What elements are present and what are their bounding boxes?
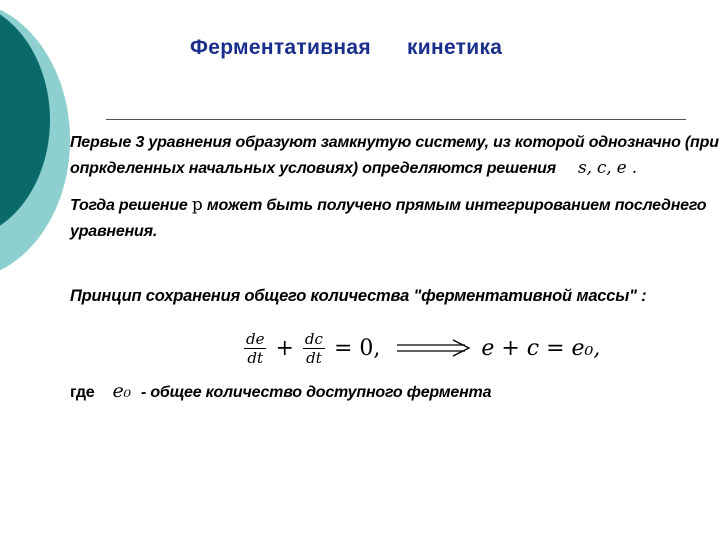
fraction-1-numerator: de: [246, 329, 265, 348]
title-word-1: Ферментативная: [190, 36, 371, 59]
paragraph-2-line-1: [70, 194, 706, 217]
title-word-2: кинетика: [406, 36, 503, 59]
paragraph-1-line-1: Первые 3 уравнения образуют замкнутую систему, из которой однозначно (при: [70, 134, 719, 151]
conservation-principle: Принцип сохранения общего количества "ферментативной массы" :: [70, 287, 647, 305]
title-divider: [106, 119, 686, 120]
fraction-de-dt: [244, 330, 266, 367]
paragraph-2-suffix: может быть получено прямым интегрированием последнего: [206, 197, 707, 214]
equals-zero: = 0,: [333, 335, 381, 361]
note-line: [70, 380, 491, 404]
slide-title: [190, 36, 502, 60]
paragraph-1-line-2: [70, 157, 637, 180]
paragraph-2-line-2: уравнения.: [70, 223, 158, 240]
plus-sign: +: [275, 335, 294, 361]
note-text: - общее количество доступного фермента: [140, 384, 492, 401]
formula-result: e + c = e₀,: [481, 335, 601, 361]
fraction-dc-dt: [303, 330, 325, 367]
fraction-2-denominator: dt: [306, 348, 322, 367]
paragraph-2-prefix: Тогда решение: [70, 197, 188, 214]
implication-arrow-icon: [395, 338, 471, 358]
paragraph-1-text: опркделенных начальных условиях) определяются решения: [70, 160, 556, 177]
e0-symbol: e₀: [112, 380, 131, 402]
solution-variables: s, c, e .: [577, 158, 637, 178]
note-prefix: где: [70, 384, 95, 401]
fraction-2-numerator: dc: [304, 329, 323, 348]
fraction-1-denominator: dt: [247, 348, 264, 367]
conservation-formula: [240, 318, 600, 378]
variable-p: p: [191, 195, 203, 215]
